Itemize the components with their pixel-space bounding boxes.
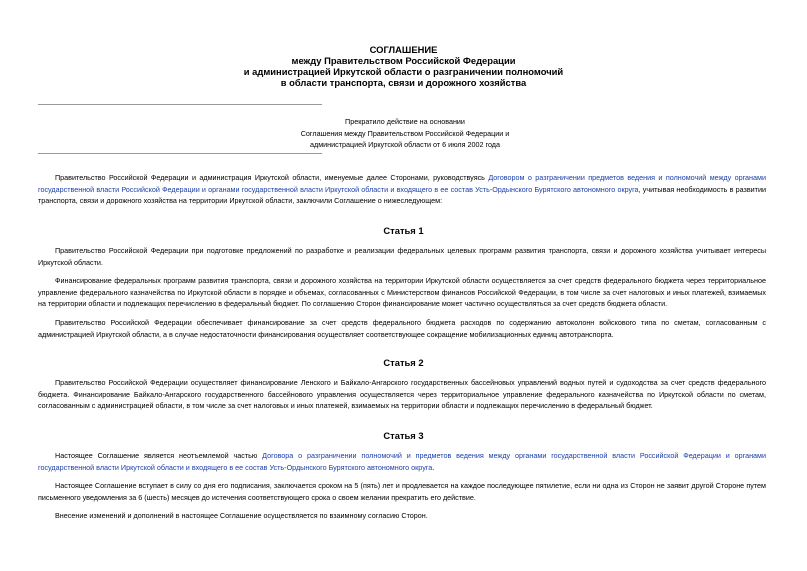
article-3-heading: Статья 3	[383, 430, 424, 441]
treaty-link-2[interactable]: Договора о разграничении полномочий и предметов ведения между органами государственной власти Российской Федерации и органами государственной власти Иркутской области и входящего в ее состав Усть-Ордынского Бурятского автономного округа	[38, 451, 766, 472]
preamble-text-after: , учитывая необходимость в развитии транспорта, связи и дорожного хозяйства на территории Иркутской области, заключили Соглашение о нижеследующем:	[38, 184, 766, 205]
article-1-paragraph-3: Правительство Российской Федерации обеспечивает финансирование за счет средств федерального бюджета расходов по содержанию автоколонн войскового типа по сметам, согласованным с администрацией Иркутской области, а в случае недостаточности финансирования осуществляет соответствующее сокращение мобилизационных единиц автотранспорта.	[38, 318, 766, 339]
article-3-paragraph-3: Внесение изменений и дополнений в настоящее Соглашение осуществляется по взаимному согласию Сторон.	[55, 511, 428, 520]
preamble-text-before: Правительство Российской Федерации и администрация Иркутской области, именуемые далее Сторонами, руководствуясь	[55, 173, 489, 182]
article-3-paragraph-2: Настоящее Соглашение вступает в силу со дня его подписания, заключается сроком на 5 (пять) лет и продлевается на каждое последующее пятилетие, если ни одна из Сторон не заявит другой Стороне путем письменного уведомления за 6 (шесть) месяцев до истечения соответствующего срока о своем желании прекратить его действие.	[38, 481, 766, 502]
status-note	[200, 116, 610, 151]
preamble-paragraph	[38, 172, 766, 207]
status-divider	[38, 153, 322, 154]
status-line-2: Соглашения между Правительством Российской Федерации и	[300, 128, 510, 138]
article-2-paragraph-1: Правительство Российской Федерации осуществляет финансирование Ленского и Байкало-Ангарского государственных бассейновых управлений водных путей и судоходства за счет средств федерального бюджета. Финансирование Байкало-Ангарского государственного бассейнового управления осуществляется через территориальное управление федерального казначейства по Иркутской области по сметам, согласованным с администрацией области, в том числе за счет налоговых и иных платежей, взимаемых на территории области и подлежащих перечислению в федеральный бюджет.	[38, 378, 766, 410]
title-line-2: между Правительством Российской Федерации	[291, 55, 516, 66]
document-title	[0, 44, 807, 88]
title-line-3: и администрацией Иркутской области о разграничении полномочий	[243, 66, 564, 77]
article-1-paragraph-1: Правительство Российской Федерации при подготовке предложений по разработке и реализации федеральных целевых программ развития транспорта, связи и дорожного хозяйства учитывает интересы Иркутской области.	[38, 246, 766, 267]
top-divider	[38, 104, 322, 105]
title-line-4: в области транспорта, связи и дорожного хозяйства	[280, 77, 527, 88]
status-line-1: Прекратило действие на основании	[345, 117, 465, 126]
treaty-link[interactable]: Договором о разграничении предметов ведения и полномочий между органами государственной власти Российской Федерации и органами государственной власти Иркутской области и входящего в ее состав Усть-Ордынского Бурятского автономного округа	[38, 173, 766, 194]
article-3-paragraph-1	[38, 450, 766, 473]
article-3-text-before: Настоящее Соглашение является неотъемлемой частью	[55, 451, 263, 460]
article-2-heading: Статья 2	[383, 357, 424, 368]
title-line-1: СОГЛАШЕНИЕ	[369, 44, 438, 55]
article-1-paragraph-2: Финансирование федеральных программ развития транспорта, связи и дорожного хозяйства на территории Иркутской области осуществляется за счет средств федерального бюджета через территориальное управление федерального казначейства по Иркутской области в порядке и объемах, согласованных с Министерством финансов Российской Федерации, в том числе за счет налоговых и иных платежей, взимаемых на территории области и подлежащих перечислению в федеральный бюджет. По соглашению Сторон финансирование может частично осуществляться за счет средств бюджета области.	[38, 276, 766, 308]
article-3-text-after: .	[432, 462, 435, 472]
article-1-heading: Статья 1	[383, 225, 424, 236]
status-line-3: администрацией Иркутской области от 6 июля 2002 года	[310, 140, 500, 149]
